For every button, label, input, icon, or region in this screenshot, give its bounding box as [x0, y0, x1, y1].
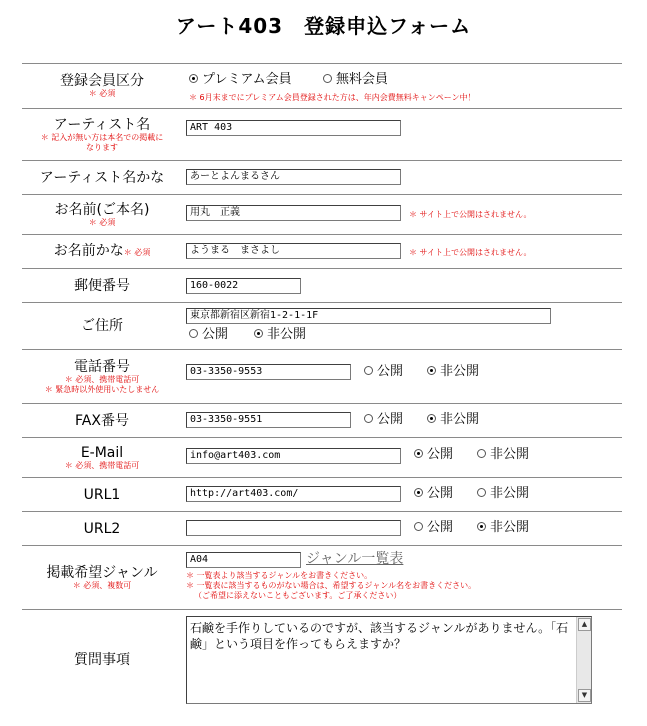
- artist-name-required-1: ＊ 記入が無い方は本名での掲載に: [40, 132, 164, 142]
- radio-unchecked-icon: [364, 366, 373, 375]
- row-membership: [22, 64, 622, 109]
- url2-private-label: 非公開: [490, 520, 530, 535]
- genre-note-2: ＊ 一覧表に該当するものがない場合は、希望するジャンル名をお書きください。: [186, 581, 477, 590]
- address-label-cell: [22, 303, 182, 349]
- name-kana-required: ＊ 必須: [123, 247, 151, 257]
- membership-required: ＊ 必須: [88, 89, 116, 98]
- artist-name-label: アーティスト名: [53, 116, 151, 133]
- radio-checked-icon: [414, 449, 423, 458]
- url1-label-cell: [22, 478, 182, 511]
- email-input[interactable]: info@art403.com: [186, 448, 401, 464]
- url1-private-radio[interactable]: [477, 486, 529, 502]
- artist-kana-label: アーティスト名かな: [39, 169, 165, 186]
- radio-checked-icon: [189, 74, 198, 83]
- fax-private-label: 非公開: [440, 412, 480, 427]
- name-kana-label-cell: [22, 235, 182, 268]
- question-label: 質問事項: [74, 652, 130, 668]
- row-name: [22, 195, 622, 235]
- row-address: [22, 303, 622, 350]
- membership-note: ＊ 6月末までにプレミアム会員登録された方は、年内会費無料キャンペーン中！: [189, 93, 476, 102]
- postal-label: 郵便番号: [74, 277, 130, 294]
- address-input[interactable]: 東京都新宿区新宿1-2-1-1F: [186, 308, 551, 324]
- postal-input[interactable]: 160-0022: [186, 278, 301, 294]
- name-label-cell: [22, 195, 182, 234]
- url2-input[interactable]: [186, 520, 401, 536]
- row-fax: [22, 404, 622, 438]
- name-kana-label: お名前かな: [53, 242, 124, 259]
- row-genre: [22, 546, 622, 610]
- url2-label-cell: [22, 512, 182, 545]
- registration-form: [22, 63, 622, 710]
- url1-public-label: 公開: [427, 486, 454, 501]
- address-label: ご住所: [81, 318, 123, 334]
- row-url2: [22, 512, 622, 546]
- phone-input[interactable]: 03-3350-9553: [186, 364, 351, 380]
- radio-unchecked-icon: [189, 329, 198, 338]
- row-phone: [22, 350, 622, 404]
- fax-private-radio[interactable]: [427, 412, 479, 428]
- page-title: アート403 登録申込フォーム: [175, 14, 472, 38]
- membership-free-label: 無料会員: [336, 72, 389, 87]
- scroll-down-icon[interactable]: ▼: [578, 689, 591, 702]
- fax-public-radio[interactable]: [364, 412, 403, 428]
- phone-required-1: ＊ 必須、携帯電話可: [64, 374, 140, 384]
- artist-name-required-2: なります: [86, 142, 118, 152]
- membership-free-radio[interactable]: [323, 72, 388, 88]
- url2-label: URL2: [83, 520, 121, 537]
- name-note: ＊ サイト上で公開はされません。: [409, 210, 532, 219]
- textarea-scrollbar[interactable]: [576, 617, 591, 703]
- question-text: 石鹸を手作りしているのですが、該当するジャンルがありません。「石鹸」という項目を作ってもらえますか？: [190, 621, 569, 651]
- url1-label: URL1: [83, 486, 121, 503]
- radio-unchecked-icon: [414, 522, 423, 531]
- genre-required: ＊ 必須、複数可: [72, 580, 132, 590]
- fax-label: FAX番号: [75, 412, 129, 429]
- fax-label-cell: [22, 404, 182, 437]
- url2-private-radio[interactable]: [477, 520, 529, 536]
- radio-checked-icon: [254, 329, 263, 338]
- name-kana-note: ＊ サイト上で公開はされません。: [409, 248, 532, 257]
- genre-note-1: ＊ 一覧表より該当するジャンルをお書きください。: [186, 571, 373, 580]
- membership-premium-radio[interactable]: [189, 72, 292, 88]
- genre-label: 掲載希望ジャンル: [46, 564, 158, 581]
- address-public-label: 公開: [202, 327, 229, 342]
- address-private-radio[interactable]: [254, 327, 306, 343]
- row-name-kana: [22, 235, 622, 269]
- address-private-label: 非公開: [267, 327, 307, 342]
- email-private-radio[interactable]: [477, 447, 529, 463]
- postal-label-cell: [22, 269, 182, 302]
- url2-public-radio[interactable]: [414, 520, 453, 536]
- membership-premium-label: プレミアム会員: [202, 72, 292, 87]
- phone-required-2: ＊ 緊急時以外使用いたしません: [44, 384, 160, 394]
- row-url1: [22, 478, 622, 512]
- email-label-cell: [22, 438, 182, 477]
- row-artist-kana: [22, 161, 622, 195]
- url1-public-radio[interactable]: [414, 486, 453, 502]
- phone-private-radio[interactable]: [427, 364, 479, 380]
- artist-kana-input[interactable]: あーとよんまるさん: [186, 169, 401, 185]
- radio-unchecked-icon: [323, 74, 332, 83]
- question-label-cell: [22, 610, 182, 710]
- phone-label: 電話番号: [74, 358, 130, 375]
- name-kana-label-wrap: [54, 243, 151, 261]
- radio-checked-icon: [414, 488, 423, 497]
- radio-checked-icon: [477, 522, 486, 531]
- radio-unchecked-icon: [364, 414, 373, 423]
- phone-label-cell: [22, 350, 182, 403]
- scroll-up-icon[interactable]: ▲: [578, 618, 591, 631]
- name-kana-input[interactable]: ようまる まさよし: [186, 243, 401, 259]
- url1-input[interactable]: http://art403.com/: [186, 486, 401, 502]
- artist-name-input[interactable]: ART 403: [186, 120, 401, 136]
- row-postal: [22, 269, 622, 303]
- phone-public-label: 公開: [377, 364, 404, 379]
- artist-name-label-cell: [22, 109, 182, 160]
- artist-kana-label-cell: [22, 161, 182, 194]
- membership-label: 登録会員区分: [60, 73, 144, 89]
- genre-input[interactable]: A04: [186, 552, 301, 568]
- row-question: [22, 610, 622, 710]
- radio-checked-icon: [427, 414, 436, 423]
- phone-private-label: 非公開: [440, 364, 480, 379]
- genre-list-link[interactable]: ジャンル一覧表: [306, 551, 404, 567]
- fax-input[interactable]: 03-3350-9551: [186, 412, 351, 428]
- radio-unchecked-icon: [477, 488, 486, 497]
- genre-note-3: （ご希望に添えないこともございます。ご了承ください）: [194, 591, 402, 600]
- url1-private-label: 非公開: [490, 486, 530, 501]
- email-required: ＊ 必須、携帯電話可: [64, 460, 140, 470]
- email-public-label: 公開: [427, 447, 454, 462]
- radio-unchecked-icon: [477, 449, 486, 458]
- name-input[interactable]: 用丸 正義: [186, 205, 401, 221]
- address-public-radio[interactable]: [189, 327, 228, 343]
- row-email: [22, 438, 622, 478]
- url2-public-label: 公開: [427, 520, 454, 535]
- genre-label-cell: [22, 546, 182, 609]
- name-label: お名前(ご本名): [54, 201, 150, 218]
- email-label: E-Mail: [80, 444, 124, 461]
- fax-public-label: 公開: [377, 412, 404, 427]
- email-public-radio[interactable]: [414, 447, 453, 463]
- row-artist-name: [22, 109, 622, 161]
- email-private-label: 非公開: [490, 447, 530, 462]
- name-required: ＊ 必須: [88, 217, 116, 227]
- question-textarea[interactable]: [186, 616, 592, 704]
- phone-public-radio[interactable]: [364, 364, 403, 380]
- membership-label-cell: [22, 64, 182, 108]
- radio-checked-icon: [427, 366, 436, 375]
